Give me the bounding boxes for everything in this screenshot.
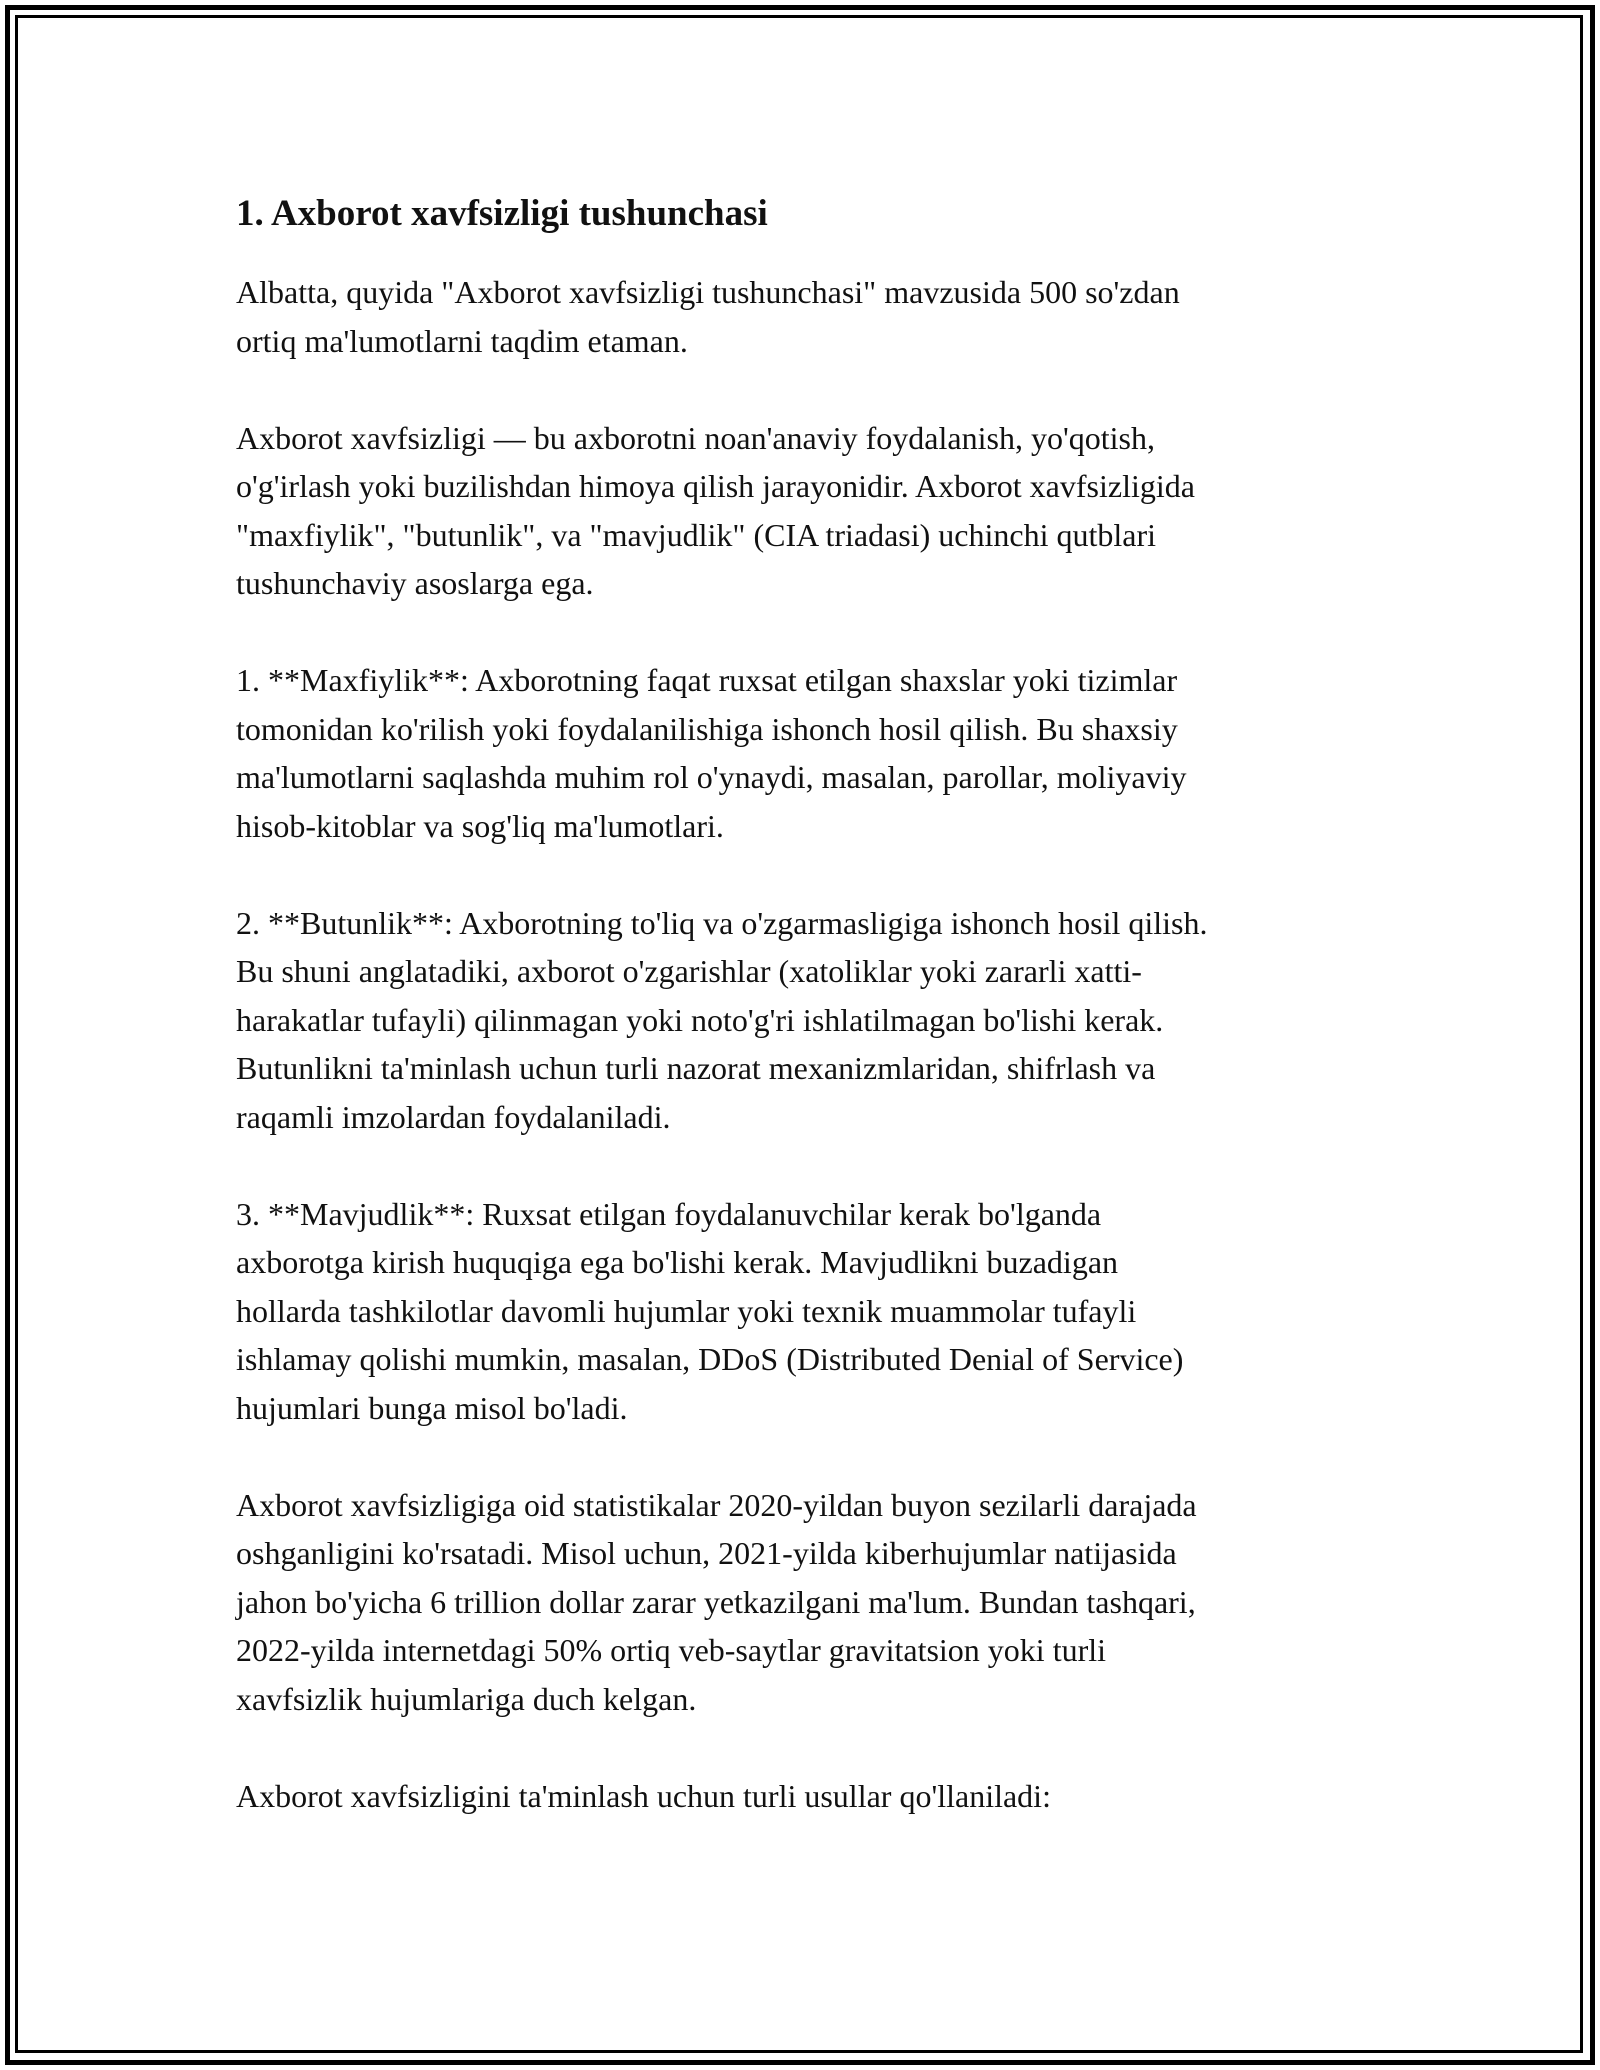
document-title: 1. Axborot xavfsizligi tushunchasi [236,193,768,234]
paragraph-methods-intro [236,1772,1366,1821]
text-line: o'g'irlash yoki buzilishdan himoya qilish jarayonidir. Axborot xavfsizligida [236,468,1195,504]
text-line: "maxfiylik", "butunlik", va "mavjudlik" (CIA triadasi) uchinchi qutblari [236,516,1156,553]
text-line: hollarda tashkilotlar davomli hujumlar yoki texnik muammolar tufayli [236,1292,1137,1329]
text-line: ma'lumotlarni saqlashda muhim rol o'ynaydi, masalan, parollar, moliyaviy [236,759,1187,795]
text-line: harakatlar tufayli) qilinmagan yoki noto'g'ri ishlatilmagan bo'lishi kerak. [236,1001,1164,1038]
text-line: 1. **Maxfiylik**: Axborotning faqat ruxsat etilgan shaxslar yoki tizimlar [236,662,1178,698]
text-line: 2. **Butunlik**: Axborotning to'liq va o'zgarmasligiga ishonch hosil qilish. [236,904,1208,941]
text-line: 3. **Mavjudlik**: Ruxsat etilgan foydalanuvchilar kerak bo'lganda [236,1195,1102,1232]
text-line: tushunchaviy asoslarga ega. [236,565,594,601]
document-body [236,186,1366,1869]
text-line: 2022-yilda internetdagi 50% ortiq veb-saytlar gravitatsion yoki turli [236,1632,1107,1668]
text-line: ortiq ma'lumotlarni taqdim etaman. [236,322,688,359]
text-line: ishlamay qolishi mumkin, masalan, DDoS (Distributed Denial of Service) [236,1341,1184,1377]
text-line: Bu shuni anglatadiki, axborot o'zgarishlar (xatoliklar yoki zararli xatti- [236,953,1142,989]
text-line: oshganligini ko'rsatadi. Misol uchun, 2021-yilda kiberhujumlar natijasida [236,1535,1177,1571]
paragraph-availability [236,1190,1366,1433]
paragraph-definition [236,414,1366,608]
paragraph-integrity [236,899,1366,1142]
paragraph-intro [236,268,1366,365]
text-line: Albatta, quyida "Axborot xavfsizligi tushunchasi" mavzusida 500 so'zdan [236,274,1180,310]
text-line: hisob-kitoblar va sog'liq ma'lumotlari. [236,807,724,844]
text-line: tomonidan ko'rilish yoki foydalanilishiga ishonch hosil qilish. Bu shaxsiy [236,710,1178,747]
text-line: Axborot xavfsizligi — bu axborotni noan'anaviy foydalanish, yo'qotish, [236,419,1155,456]
text-line: Axborot xavfsizligiga oid statistikalar 2020-yildan buyon sezilarli darajada [236,1486,1197,1523]
text-line: jahon bo'yicha 6 trillion dollar zarar yetkazilgani ma'lum. Bundan tashqari, [236,1583,1196,1620]
text-line: raqamli imzolardan foydalaniladi. [236,1098,671,1135]
paragraph-statistics [236,1481,1366,1724]
text-line: Axborot xavfsizligini ta'minlash uchun turli usullar qo'llaniladi: [236,1777,1051,1814]
text-line: axborotga kirish huquqiga ega bo'lishi kerak. Mavjudlikni buzadigan [236,1244,1119,1280]
text-line: Butunlikni ta'minlash uchun turli nazorat mexanizmlaridan, shifrlash va [236,1050,1156,1086]
text-line: hujumlari bunga misol bo'ladi. [236,1389,628,1426]
text-line: xavfsizlik hujumlariga duch kelgan. [236,1680,697,1717]
paragraph-confidentiality [236,656,1366,850]
